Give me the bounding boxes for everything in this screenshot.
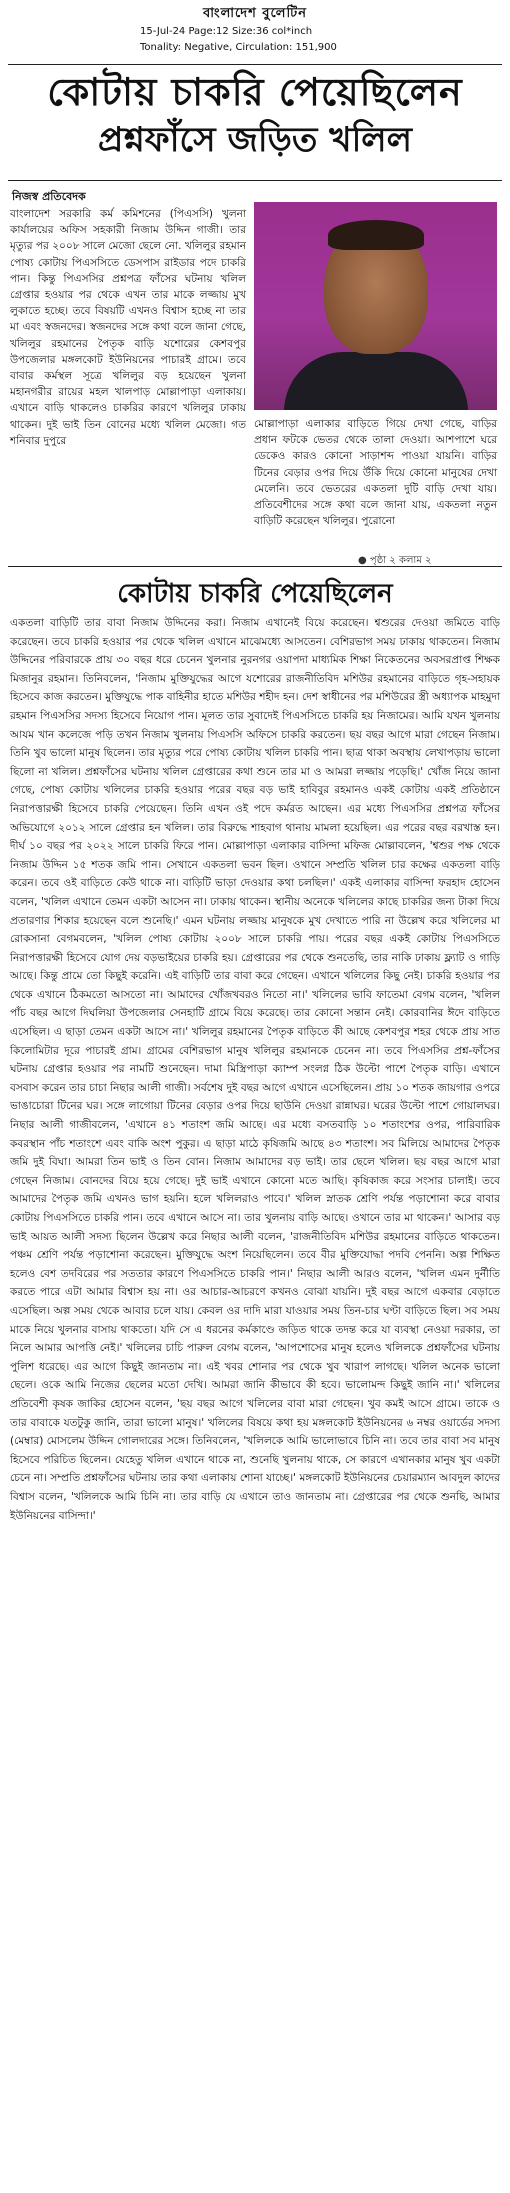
photo-hair (328, 220, 424, 250)
jump-note: ● পৃষ্ঠা ২ কলাম ২ (358, 555, 432, 566)
lead-column-right: মোল্লাপাড়া এলাকার বাড়িতে গিয়ে দেখা গেছে, বাড়ির প্রধান ফটকে ভেতর থেকে তালা দেওয়া। আশপাশে ঘরে ডেকেও কারও কোনো সাড়াশব্দ পাওয়া যায়নি। বাড়ির টিনের বেড়ার ওপর দিয়ে উঁকি দিয়ে কোনো মানুষের দেখা মেলেনি। তবে ভেতরের একতলা দুটি বাড়ি দেখা যায়। প্রতিবেশীদের সঙ্গে কথা বলে জানা যায়, একতলা নতুন বাড়িটি করেছেন খলিলুর। পুরোনো (254, 418, 497, 528)
byline: নিজস্ব প্রতিবেদক (12, 190, 86, 203)
headline-line-1: কোটায় চাকরি পেয়েছিলেন (47, 70, 463, 114)
clip-meta-date-size: 15-Jul-24 Page:12 Size:36 col*inch (140, 26, 313, 37)
headline-line-2: প্রশ্নফাঁসে জড়িত খলিল (98, 119, 412, 160)
header-divider (8, 64, 502, 65)
clip-meta-tonality: Tonality: Negative, Circulation: 151,900 (140, 42, 337, 53)
headline-divider (8, 180, 502, 181)
headline (8, 70, 502, 160)
continuation-body: একতলা বাড়িটি তার বাবা নিজাম উদ্দিনের করা। নিজাম এখানেই বিয়ে করেছেন। শ্বশুরের দেওয়া জমিতে বাড়ি করেছেন। তবে চাকরি হওয়ার পর থেকে খলিল এখানে মাঝেমধ্যে আসতেন। বেশিরভাগ সময় ঢাকায় থাকতেন। নিজাম উদ্দিনের পরিবারকে প্রায় ৩০ বছর ধরে চেনেন খুলনার নুরনগর ওয়াপদা মাধ্যমিক শিক্ষা নিকেতনের অবসরপ্রাপ্ত শিক্ষক মিজানুর রহমান। তিনিবলেন, 'নিজাম মুক্তিযুদ্ধের আগে যশোরের রাজনীতিবিদ মশিউর রহমানের বাড়িতে গৃহ-সহায়ক হিসেবে কাজ করতেন। মুক্তিযুদ্ধে পাক বাহিনীর হাতে মশিউর শহীদ হন। দেশ স্বাধীনের পর মশিউরের স্ত্রী অধ্যাপক মাহমুদা রহমান পিএসসির সদস্য হিসেবে নিয়োগ পান। মূলত তার সুবাদেই পিএসসিতে চাকরি হয় নিজামের। আমি যখন খুলনায় আযম খান কলেজে পড়ি তখন নিজাম খুলনায় পিএসসি অফিসে চাকরি করতেন। ছয় বছর আগে মারা গেছেন নিজাম। তিনি খুব ভালো মানুষ ছিলেন। তার মৃত্যুর পরে পোষ্য কোটায় খলিল চাকরি পান। ছাত্র থাকা অবস্থায় লেখাপড়ায় ভালো ছিলো না খলিল। প্রশ্নফাঁসের ঘটনায় খলিল গ্রেপ্তারের কথা শুনে তার মা ও আমরা লজ্জায় পড়েছি।' খোঁজ নিয়ে জানা গেছে, পোষ্য কোটায় খলিলের চাকরি হওয়ার পরের বছর বড় ভাই হাবিবুর রহমানও একই কোটায় একই প্রতিষ্ঠানে নিরাপত্তারক্ষী হিসেবে চাকরি পেয়েছেন। তিনি এখন ওই পদে কর্মরত আছেন। এর মধ্যে পিএসসির প্রশ্নপত্র ফাঁসের অভিযোগে ২০১২ সালে গ্রেপ্তার হন খলিল। তার বিরুদ্ধে শাহবাগ থানায় মামলা হয়েছিল। এর পরের বছর বরখাস্ত হন। দীর্ঘ ১০ বছর পর ২০২২ সালে চাকরি ফিরে পান। মোল্লাপাড়া এলাকার বাসিন্দা মফিজ মোল্লাবলেন, 'শ্বশুর পক্ষ থেকে নিজাম উদ্দিন ১৫ শতক জমি পান। সেখানে একতলা ভবন ছিল। ওখানে সম্প্রতি খলিল চার কক্ষের একতলা বাড়ি করেন। তবে ওই বাড়িতে কেউ থাকে না। বাড়িটি ভাড়া দেওয়ার কথা চলছিল।' একই এলাকার বাসিন্দা ফরহাদ হোসেন বলেন, 'খলিল এখানে তেমন একটা আসেন না। ঢাকায় থাকেন। স্থানীয় অনেকে খলিলের কাছে চাকরির জন্য টাকা দিয়ে প্রতারণার শিকার হয়েছেন বলে শুনেছি।' এমন ঘটনায় লজ্জায় মানুষকে মুখ দেখাতে পারি না উল্লেখ করে খলিলের মা রোকসানা বেগমবলেন, 'খলিল পোষ্য কোটায় ২০০৮ সালে চাকরি পায়। পরের বছর একই কোটায় পিএসসিতে নিরাপত্তারক্ষী হিসেবে যোগ দেয় বড়ভাইয়ের চাকরি হয়। গ্রেপ্তারের পর থেকে শুনতেছি, তার নাকি ঢাকায় ফ্ল্যাট ও গাড়ি আছে। কিন্তু প্রামে তো কিছুই করেনি। এই বাড়িটি তার বাবা করে গেছেন। এখানে খলিলের কিছু নেই। চাকরি হওয়ার পর থেকে এখানে ঠিকমতো আসতো না। আমাদের খোঁজখবরও নিতো না।' খলিলের ভাবি ফাতেমা বেগম বলেন, 'খলিল পাঁচ বছর আগে দিঘলিয়া উপজেলার সেনহাটি গ্রামে বিয়ে করেছে। তার কোনো সন্তান নেই। কোরবানির ঈদে বাড়িতে এসেছিল। এ ছাড়া তেমন একটা আসে না।' খলিলুর রহমানের পৈতৃক বাড়িতে কী আছে কেশবপুর শহর থেকে প্রায় সাত কিলোমিটার দূরে পাচারই গ্রাম। গ্রামের বেশিরভাগ মানুষ খলিলুর রহমানকে চেনেন না। তবে পিএসসির প্রশ্ন-ফাঁসের ঘটনায় গ্রেপ্তার হওয়ার পর নামটি শুনেছেন। দামা মিস্ত্রিপাড়া ক্যাম্প সংলগ্ন ঠিক উল্টো পাশে পৈতৃক বাড়ি। এখানে বসবাস করেন তার চাচা নিছার আলী গাজী। সর্বশেষ দুই বছর আগে এখানে এসেছিলেন। প্রায় ১০ শতক জায়গার ওপরে ভাঙাচোরা টিনের ঘর। সঙ্গে লাগোয়া টিনের বেড়ার ওপর দিয়ে ছাউনি দেওয়া রান্নাঘর। ঘরের উল্টো পাশে গোয়ালঘর। নিছার আলী গাজীবলেন, 'এখানে ৪১ শতাংশ জমি আছে। এর মধ্যে বসতবাড়ি ১০ শতাংশের ওপর, পারিবারিক কবরস্থান পাঁচ শতাংশে এবং বাকি অংশ পুকুর। এ ছাড়া মাঠে কৃষিজমি আছে ৪৩ শতাংশ। সব মিলিয়ে আমাদের পৈতৃক জমি দুই বিঘা। আমরা তিন ভাই ও তিন বোন। নিজাম আমাদের বড় ভাই। তার ছেলে খলিল। ছয় বছর আগে মারা গেছেন নিজাম। বোনদের বিয়ে হয়ে গেছে। দুই ভাই এখানে কোনো মতে আছি। কৃষিকাজ করে সংসার চালাই। তবে আমাদের পৈতৃক জমি এখনও ভাগ হয়নি। হলে খলিলরাও পাবে।' খলিল স্নাতক শ্রেণি পর্যন্ত পড়াশোনা করে বাবার কোটায় পিএসসিতে চাকরি পান। তবে এখানে আসে না। তার খুলনায় বাড়ি আছে। ওখানে তার মা থাকেন।' আসার বড় ভাই আয়ত আলী সদস্য ছিলেন উল্লেখ করে নিছার আলী বলেন, 'রাজনীতিবিদ মশিউর রহমানের বাড়িতে থাকতেন। পঞ্চম শ্রেণি পর্যন্ত পড়াশোনা করেছেন। মুক্তিযুদ্ধে অংশ নিয়েছিলেন। তবে বীর মুক্তিযোদ্ধা পদবি পেননি। অল্প শিক্ষিত হলেও বেশ তদবিরের পর সততার কারণে পিএসসিতে চাকরি পান।' নিছার আলী আরও বলেন, 'খলিল এমন দুর্নীতি করতে পারে এটা আমার বিশ্বাস হয় না। ওর আচার-আচরণে কখনও বোঝা যায়নি। দুই বছর আগে একবার বেড়াতে এসেছিল। অল্প সময় থেকে আবার চলে যায়। কেবল ওর দাদি মারা যাওয়ার সময় তিন-চার ঘণ্টা বাড়িতে ছিল। সব সময় মাকে নিয়ে খুলনার বাসায় থাকতো। যদি সে এ ধরনের কর্মকাণ্ডে জড়িত থাকে তদন্ত করে যা ব্যবস্থা নেওয়া দরকার, তা নিলে আমার আপত্তি নেই।' খলিলের চাচি পারুল বেগম বলেন, 'আপশোসের মানুষ হলেও খলিলকে প্রশ্নফাঁসের ঘটনায় পুলিশ ধরেছে। এর আগে কিছুই জানতাম না। এই খবর শোনার পর থেকে খুব খারাপ লাগছে। খলিল অনেক ভালো ছেলে। ওকে আমি নিজের ছেলের মতো দেখি। আমরা জানি কীভাবে কী হবে। ভালোমন্দ কিছুই জানি না।' খলিলের প্রতিবেশী কৃষক জাকির হোসেন বলেন, 'ছয় বছর আগে খলিলের বাবা মারা গেছেন। খুব কমই আসে গ্রামে। তাকে ও তার বাবাকে যতটুকু জানি, তারা ভালো মানুষ।' খলিলের বিষয়ে কথা হয় মঙ্গলকোট ইউনিয়নের ৬ নম্বর ওয়ার্ডের সদস্য (মেম্বার) মোসলেম উদ্দিন গোলদারের সঙ্গে। তিনিবলেন, 'খলিলকে আমি ভালোভাবে চিনি না। তবে তার বাবা সব মানুষ হিসেবে পরিচিত ছিলেন। যেহেতু খলিল এখানে থাকে না, শুনেছি খুলনায় থাকে, সে কারণে এখানকার মানুষ খুব একটা চেনে না। সম্প্রতি প্রশ্নফাঁসের ঘটনায় তার কথা এলাকায় শোনা যাচ্ছে।' মঙ্গলকোট ইউনিয়নের চেয়ারম্যান আবদুল কাদের বিশ্বাস বলেন, 'খলিলকে আমি চিনি না। তার বাড়ি যে এখানে তাও জানতাম না। গ্রেপ্তারের পর থেকে শুনছি, আমার ইউনিয়নের বাসিন্দা।' (10, 617, 500, 1522)
section-divider (8, 566, 502, 567)
continuation-headline: কোটায় চাকরি পেয়েছিলেন (117, 579, 393, 609)
lead-column-left: বাংলাদেশ সরকারি কর্ম কমিশনের (পিএসসি) খুলনা কার্যালয়ের অফিস সহকারী নিজাম উদ্দিন গাজী। তার মৃত্যুর পর ২০০৮ সালে মেজো ছেলে নো. খলিলুর রহমান পোষ্য কোটায় পিএসসিতে ডেসপাস রাইডার পদে চাকরি পান। কিন্তু পিএসসির প্রশ্নপত্র ফাঁসের ঘটনায় খলিল গ্রেপ্তার হওয়ার পর থেকে এখন তার মাকে লজ্জায় মুখ লুকাতে হচ্ছে। তবে বিষয়টি এখনও বিশ্বাস হচ্ছে না তার মা এবং স্বজনদের। স্বজনদের সঙ্গে কথা বলে জানা গেছে, খলিলুর রহমানের পৈতৃক বাড়ি যশোরের কেশবপুর উপজেলার মঙ্গলকোট ইউনিয়নের পাচারই গ্রামে। তবে বাবার কর্মস্থল সূত্রে খলিলুর বড় হয়েছেন খুলনা মহানগরীর রায়ের মহল খালপাড় মোল্লাপাড়া এলাকায়। এখানে বাড়ি থাকলেও চাকরির কারণে খলিলুর ঢাকায় থাকেন। দুই ভাই তিন বোনের মধ্যে খলিল মেজো। গত শনিবার দুপুরে (10, 208, 246, 447)
newspaper-masthead: বাংলাদেশ বুলেটিন (202, 6, 308, 21)
photo-shirt (284, 352, 468, 410)
clipping-header (0, 0, 510, 62)
suspect-photo (254, 202, 497, 410)
